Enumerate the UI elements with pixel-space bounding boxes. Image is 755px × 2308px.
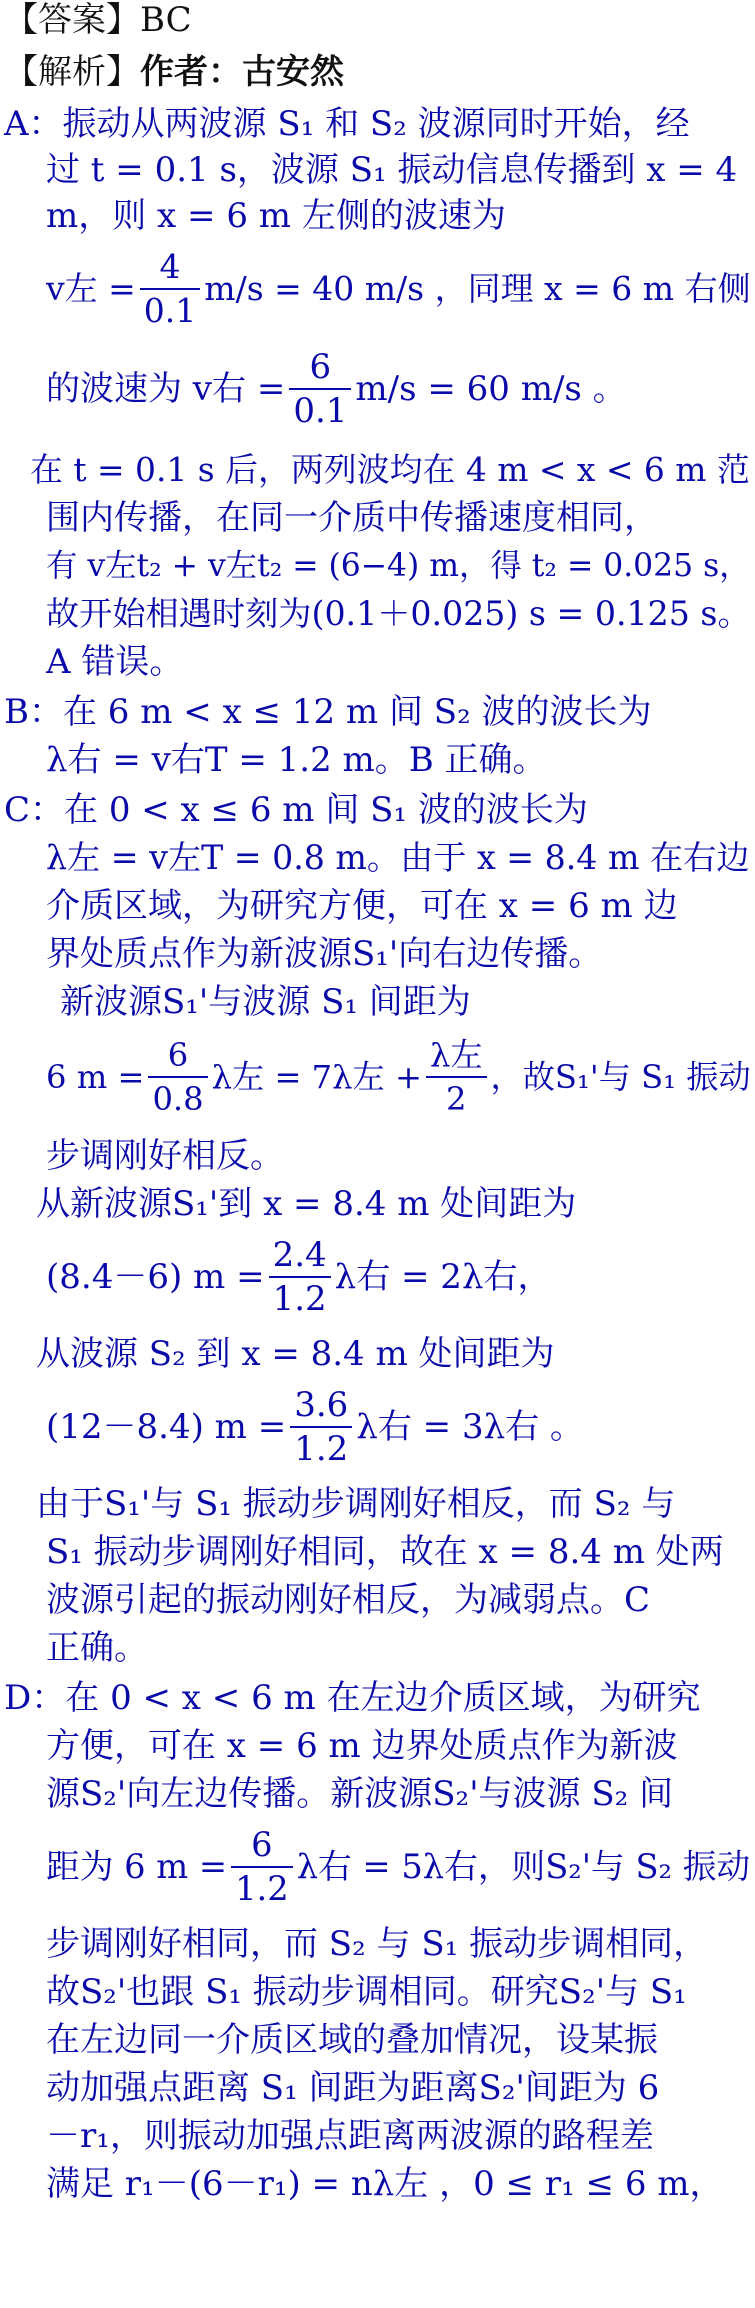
option-a-line-9: 故开始相遇时刻为(0.1＋0.025) s = 0.125 s。 bbox=[46, 594, 751, 633]
option-c-line-15: 正确。 bbox=[46, 1628, 148, 1668]
option-b-line-2: λ右 = v右T = 1.2 m。B 正确。 bbox=[46, 740, 547, 780]
option-c-formula-s1: (8.4－6) m = $\frac{2.4}{1.2}$ λ右 = 2λ右， bbox=[46, 1235, 552, 1319]
option-d-formula-distance: 距为 6 m = $\frac{6}{1.2}$ λ右 = 5λ右，则S₂'与 S₂ 振动 bbox=[46, 1825, 751, 1908]
option-d-line-8: 动加强点距离 S₁ 间距为距离S₂'间距为 6 bbox=[46, 2068, 660, 2108]
option-a-line-10: A 错误。 bbox=[46, 642, 184, 682]
option-d-line-9: －r₁，则振动加强点距离两波源的路程差 bbox=[46, 2116, 654, 2156]
author-label: 作者：古安然 bbox=[140, 52, 344, 92]
option-c-line-5: 新波源S₁'与波源 S₁ 间距为 bbox=[60, 982, 471, 1022]
option-c-line-14: 波源引起的振动刚好相反，为减弱点。C bbox=[46, 1580, 651, 1620]
fraction: $\frac{6}{0.8}$ bbox=[148, 1036, 207, 1118]
option-a-formula-right-speed: 的波速为 v右 = $\frac{6}{0.1}$ m/s = 60 m/s 。 bbox=[46, 347, 627, 431]
fraction: $\frac{4}{0.1}$ bbox=[140, 248, 200, 330]
analysis-label: 【解析】 bbox=[4, 52, 140, 92]
option-d-line-7: 在左边同一介质区域的叠加情况，设某振 bbox=[46, 2020, 658, 2060]
option-c-line-12: 由于S₁'与 S₁ 振动步调刚好相反，而 S₂ 与 bbox=[36, 1484, 676, 1524]
analysis-header bbox=[4, 52, 344, 92]
option-a-line-8: 有 v左t₂ + v左t₂ = (6−4) m，得 t₂ = 0.025 s， bbox=[46, 548, 751, 584]
fraction: $\frac{6}{0.1}$ bbox=[289, 348, 351, 430]
option-c-line-4: 界处质点作为新波源S₁'向右边传播。 bbox=[46, 934, 603, 974]
option-c-line-2: λ左 = v左T = 0.8 m。由于 x = 8.4 m 在右边 bbox=[46, 838, 750, 877]
option-c-line-7: 步调刚好相反。 bbox=[46, 1136, 284, 1176]
option-a-line-3: m，则 x = 6 m 左侧的波速为 bbox=[46, 196, 506, 236]
option-c-line-13: S₁ 振动步调刚好相同，故在 x = 8.4 m 处两 bbox=[46, 1532, 724, 1572]
option-c-formula-s2: (12－8.4) m = $\frac{3.6}{1.2}$ λ右 = 3λ右 。 bbox=[46, 1385, 584, 1469]
option-c-line-8: 从新波源S₁'到 x = 8.4 m 处间距为 bbox=[36, 1184, 577, 1224]
answer-line: 【答案】BC bbox=[4, 0, 192, 40]
option-a-line-6: 在 t = 0.1 s 后，两列波均在 4 m < x < 6 m 范 bbox=[30, 450, 750, 489]
option-c-line-10: 从波源 S₂ 到 x = 8.4 m 处间距为 bbox=[36, 1334, 555, 1374]
option-c-line-3: 介质区域，为研究方便，可在 x = 6 m 边 bbox=[46, 886, 678, 926]
option-a-line-7: 围内传播，在同一介质中传播速度相同， bbox=[46, 498, 658, 538]
option-d-line-2: 方便，可在 x = 6 m 边界处质点作为新波 bbox=[46, 1726, 678, 1766]
option-b-line-1: B：在 6 m < x ≤ 12 m 间 S₂ 波的波长为 bbox=[4, 692, 652, 732]
fraction: $\frac{2.4}{1.2}$ bbox=[269, 1236, 331, 1318]
option-d-line-10: 满足 r₁－(6－r₁) = nλ左 ，0 ≤ r₁ ≤ 6 m， bbox=[46, 2164, 724, 2204]
option-d-line-5: 步调刚好相同，而 S₂ 与 S₁ 振动步调相同， bbox=[46, 1924, 708, 1964]
option-d-line-6: 故S₂'也跟 S₁ 振动步调相同。研究S₂'与 S₁ bbox=[46, 1972, 687, 2012]
fraction: $\frac{6}{1.2}$ bbox=[231, 1826, 293, 1908]
option-d-line-3: 源S₂'向左边传播。新波源S₂'与波源 S₂ 间 bbox=[46, 1774, 674, 1814]
option-a-line-1: A：振动从两波源 S₁ 和 S₂ 波源同时开始，经 bbox=[4, 104, 690, 144]
option-c-line-1: C：在 0 < x ≤ 6 m 间 S₁ 波的波长为 bbox=[4, 790, 588, 830]
option-c-formula-distance: 6 m = $\frac{6}{0.8}$ λ左 = 7λ左 + $\frac{\text{λ左}}{2}$ ，故S₁'与 S₁ 振动 bbox=[46, 1036, 751, 1118]
option-d-line-1: D：在 0 < x < 6 m 在左边介质区域，为研究 bbox=[4, 1678, 701, 1718]
option-a-formula-left-speed: v左 = $\frac{4}{0.1}$ m/s = 40 m/s ，同理 x = 6 m 右侧 bbox=[46, 247, 751, 330]
fraction: $\frac{\text{λ左}}{2}$ bbox=[426, 1036, 487, 1118]
option-a-line-2: 过 t = 0.1 s，波源 S₁ 振动信息传播到 x = 4 bbox=[46, 150, 738, 190]
fraction: $\frac{3.6}{1.2}$ bbox=[290, 1386, 352, 1468]
